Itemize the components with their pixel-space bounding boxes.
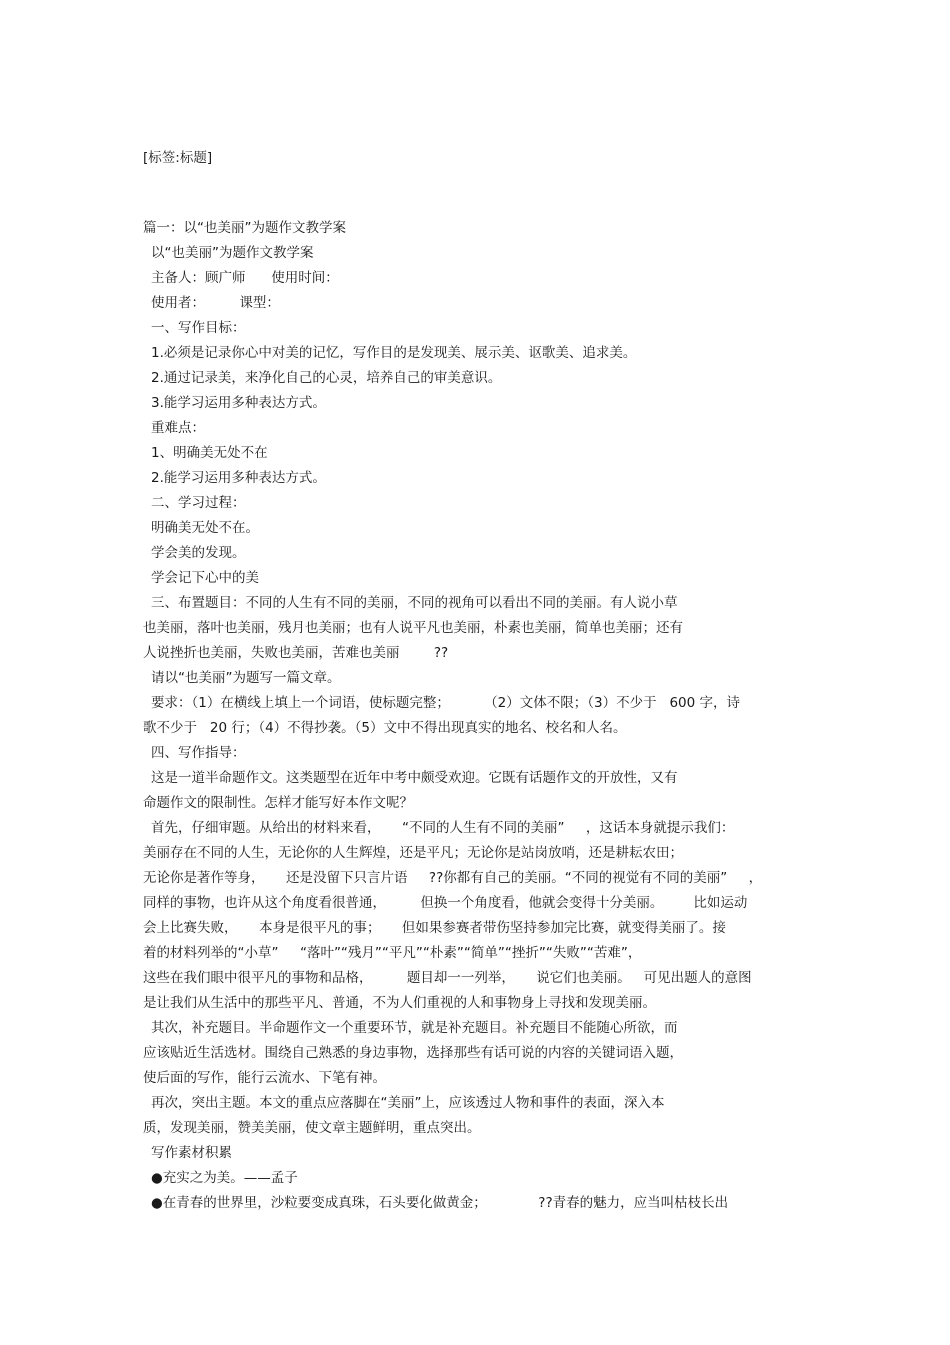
text-line: 也美丽，落叶也美丽，残月也美丽；也有人说平凡也美丽，朴素也美丽，简单也美丽；还有 [143,620,683,636]
text-line: 着的材料列举的“小草” “落叶”“残月”“平凡”“朴素”“简单”“挫折”“失败”“苦难”， [143,945,642,961]
text-line: 美丽存在不同的人生，无论你的人生辉煌，还是平凡；无论你是站岗放哨，还是耕耘农田； [143,845,683,861]
text-line: 明确美无处不在。 [151,520,259,536]
text-line: 使后面的写作，能行云流水、下笔有神。 [143,1070,386,1086]
section-title: 篇一：以“也美丽”为题作文教学案 [143,220,346,236]
text-line: 学会美的发现。 [151,545,246,561]
heading-line: 二、学习过程： [151,495,246,511]
text-line: 1、明确美无处不在 [151,445,268,461]
text-line: 首先，仔细审题。从给出的材料来看， “不同的人生有不同的美丽” ，这话本身就提示我们： [151,820,735,836]
text-line: 是让我们从生活中的那些平凡、普通，不为人们重视的人和事物身上寻找和发现美丽。 [143,995,656,1011]
text-line: 2.通过记录美，来净化自己的心灵，培养自己的审美意识。 [151,370,502,386]
text-line: 这是一道半命题作文。这类题型在近年中考中颇受欢迎。它既有话题作文的开放性，又有 [151,770,678,786]
heading-line: 写作素材积累 [151,1145,232,1161]
bullet-item: ●在青春的世界里，沙粒要变成真珠，石头要化做黄金； ??青春的魅力，应当叫枯枝长出 [151,1195,729,1211]
text-line: 人说挫折也美丽，失败也美丽，苦难也美丽 ?? [143,645,449,661]
text-line: 这些在我们眼中很平凡的事物和品格， 题目却一一列举， 说它们也美丽。 可见出题人的意图 [143,970,752,986]
text-line: 同样的事物，也许从这个角度看很普通， 但换一个角度看，他就会变得十分美丽。 比如运动 [143,895,748,911]
text-line: 会上比赛失败， 本身是很平凡的事； 但如果参赛者带伤坚持参加完比赛，就变得美丽了。接 [143,920,726,936]
document-body [143,216,808,1216]
text-line: 其次，补充题目。半命题作文一个重要环节，就是补充题目。补充题目不能随心所欲，而 [151,1020,678,1036]
text-line: 歌不少于 20 行；（4）不得抄袭。（5）文中不得出现真实的地名、校名和人名。 [143,720,627,736]
text-line: 使用者： 课型： [151,295,280,311]
text-line: 1.必须是记录你心中对美的记忆，写作目的是发现美、展示美、讴歌美、追求美。 [151,345,637,361]
bullet-item: ●充实之为美。——孟子 [151,1170,298,1186]
text-line: 学会记下心中的美 [151,570,259,586]
text-line: 请以“也美丽”为题写一篇文章。 [151,670,341,686]
text-line: 应该贴近生活选材。围绕自己熟悉的身边事物，选择那些有话可说的内容的关键词语入题， [143,1045,683,1061]
text-line: 要求：（1）在横线上填上一个词语，使标题完整； （2）文体不限；（3）不少于 600 字，诗 [151,695,741,711]
doc-title: 以“也美丽”为题作文教学案 [151,245,314,261]
heading-line: 重难点： [151,420,205,436]
heading-line: 一、写作目标： [151,320,246,336]
text-line: 命题作文的限制性。怎样才能写好本作文呢？ [143,795,413,811]
heading-line: 四、写作指导： [151,745,246,761]
text-line: 三、布置题目：不同的人生有不同的美丽，不同的视角可以看出不同的美丽。有人说小草 [151,595,678,611]
text-line: 2.能学习运用多种表达方式。 [151,470,326,486]
text-line: 无论你是著作等身， 还是没留下只言片语 ??你都有自己的美丽。“不同的视觉有不同的美丽” ， [143,870,763,886]
text-line: 再次，突出主题。本文的重点应落脚在“美丽”上，应该透过人物和事件的表面，深入本 [151,1095,665,1111]
text-line: 质，发现美丽，赞美美丽，使文章主题鲜明，重点突出。 [143,1120,481,1136]
text-line: 主备人：顾广师 使用时间： [151,270,339,286]
document-tag: [标签:标题] [143,150,213,166]
text-line: 3.能学习运用多种表达方式。 [151,395,326,411]
